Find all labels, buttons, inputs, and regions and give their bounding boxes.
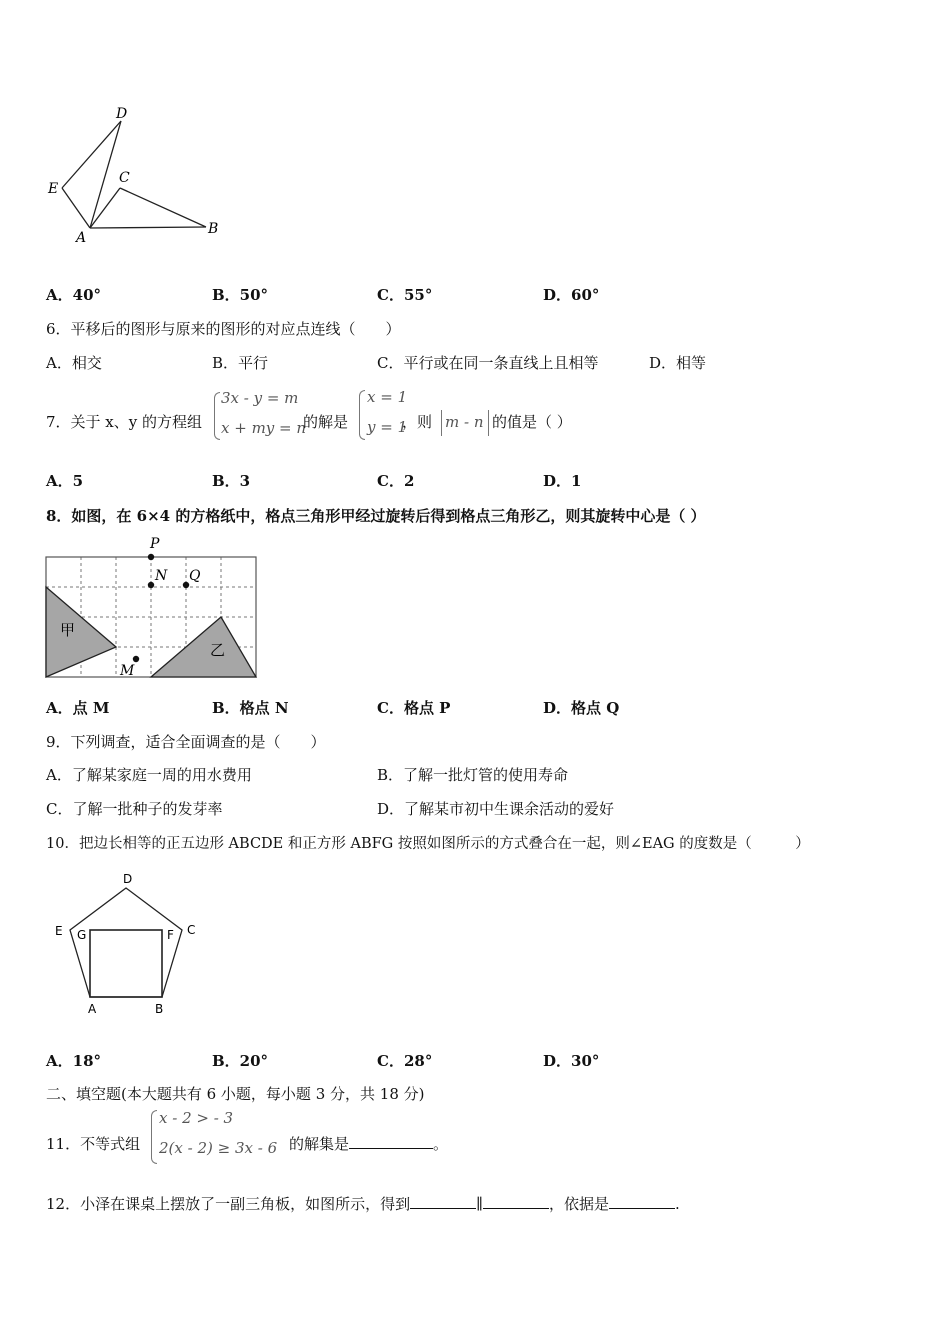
q12-blank-3[interactable] [609, 1194, 675, 1209]
q5-option-d[interactable]: D．60° [543, 286, 600, 304]
figure-q8-grid [40, 533, 270, 683]
label-P: P [150, 536, 160, 552]
q8-option-a[interactable]: A．点 M [46, 699, 110, 717]
q11-answer-blank[interactable] [349, 1134, 433, 1149]
q12-prefix: 12．小泽在课桌上摆放了一副三角板，如图所示，得到 [46, 1195, 411, 1213]
label-C: C [119, 170, 130, 186]
q12-end: . [675, 1195, 680, 1213]
q10-stem: 10．把边长相等的正五边形 ABCDE 和正方形 ABFG 按照如图所示的方式叠合在一起，则∠EAG 的度数是（ ） [46, 836, 810, 852]
q10-option-b[interactable]: B．20° [212, 1052, 269, 1070]
q6-option-a[interactable]: A．相交 [46, 354, 102, 372]
q7-eq1: 3x - y = m [221, 389, 299, 407]
q7-solution-brace [359, 390, 365, 440]
q8-option-c[interactable]: C．格点 P [377, 699, 451, 717]
q5-option-a[interactable]: A．40° [46, 286, 102, 304]
label-B: B [155, 1002, 164, 1016]
point-N [148, 582, 154, 588]
q6-option-c[interactable]: C．平行或在同一条直线上且相等 [377, 354, 599, 372]
figure-q10-pentagon-square [46, 866, 216, 1026]
segment-AB [90, 227, 206, 228]
q7-sol1: x = 1 [367, 388, 408, 406]
q12-blank-2[interactable] [483, 1194, 549, 1209]
q9-option-c[interactable]: C．了解一批种子的发芽率 [46, 800, 223, 818]
q11-end: 。 [433, 1135, 449, 1153]
q12-parallel: ∥ [476, 1195, 484, 1213]
q12-line [46, 1194, 680, 1214]
q7-option-c[interactable]: C．2 [377, 472, 415, 490]
q10-option-d[interactable]: D．30° [543, 1052, 600, 1070]
q11-ineq2: 2(x - 2) ≥ 3x - 6 [159, 1139, 278, 1157]
q5-option-b[interactable]: B．50° [212, 286, 269, 304]
q11-suffix: 的解集是 [289, 1135, 350, 1153]
q11-prefix: 11．不等式组 [46, 1135, 141, 1153]
label-E: E [55, 924, 63, 938]
label-D: D [123, 872, 133, 886]
q11-system-brace [151, 1110, 157, 1164]
q7-option-b[interactable]: B．3 [212, 472, 251, 490]
label-G: G [77, 928, 87, 942]
q12-blank-1[interactable] [410, 1194, 476, 1209]
label-A: A [76, 230, 87, 246]
q9-option-a[interactable]: A．了解某家庭一周的用水费用 [46, 766, 252, 784]
label-D: D [116, 106, 128, 122]
point-M [133, 656, 139, 662]
q9-option-d[interactable]: D．了解某市初中生课余活动的爱好 [377, 800, 615, 818]
label-yi: 乙 [210, 641, 226, 659]
q8-option-d[interactable]: D．格点 Q [543, 699, 620, 717]
q7-abs-expr: m - n [445, 413, 484, 431]
segment-DA [90, 121, 121, 228]
q7-mid: 的解是 [303, 413, 349, 431]
q10-option-c[interactable]: C．28° [377, 1052, 433, 1070]
q10-option-a[interactable]: A．18° [46, 1052, 102, 1070]
q11-suffix-line [289, 1134, 448, 1154]
q6-option-b[interactable]: B．平行 [212, 354, 269, 372]
label-N: N [155, 568, 168, 584]
square-ABFG [90, 930, 162, 997]
q7-option-d[interactable]: D．1 [543, 472, 582, 490]
q7-then: ，则 [402, 413, 433, 431]
q7-option-a[interactable]: A．5 [46, 472, 84, 490]
q11-ineq1: x - 2 > - 3 [159, 1109, 234, 1127]
q7-suffix: 的值是（ ） [492, 413, 572, 431]
label-jia: 甲 [60, 621, 76, 639]
point-P [148, 554, 154, 560]
q6-stem: 6．平移后的图形与原来的图形的对应点连线（ ） [46, 320, 401, 338]
segment-AC [90, 188, 120, 228]
section-2-heading: 二、填空题(本大题共有 6 小题，每小题 3 分，共 18 分) [46, 1085, 425, 1103]
q12-mid: ，依据是 [549, 1195, 610, 1213]
q7-system-brace [214, 392, 220, 440]
label-M: M [120, 663, 135, 679]
figure-q5-triangles [40, 100, 240, 250]
q7-sol2: y = 1 [367, 418, 408, 436]
q8-option-b[interactable]: B．格点 N [212, 699, 289, 717]
label-E: E [48, 181, 59, 197]
label-F: F [167, 928, 174, 942]
segment-CB [120, 188, 206, 227]
q9-option-b[interactable]: B．了解一批灯管的使用寿命 [377, 766, 569, 784]
q9-stem: 9．下列调查，适合全面调查的是（ ） [46, 733, 326, 751]
segment-AE [62, 188, 90, 228]
q8-stem: 8．如图，在 6×4 的方格纸中，格点三角形甲经过旋转后得到格点三角形乙，则其旋转中心是（ ） [46, 507, 706, 525]
label-C: C [187, 923, 196, 937]
pentagon-ABCDE [70, 888, 182, 997]
q6-option-d[interactable]: D．相等 [649, 354, 707, 372]
q5-option-c[interactable]: C．55° [377, 286, 433, 304]
label-A: A [88, 1002, 97, 1016]
q7-eq2: x + my = n [221, 419, 307, 437]
label-Q: Q [189, 568, 201, 584]
segment-ED [62, 121, 121, 188]
q7-prefix: 7．关于 x、y 的方程组 [46, 413, 203, 431]
label-B: B [208, 221, 219, 237]
